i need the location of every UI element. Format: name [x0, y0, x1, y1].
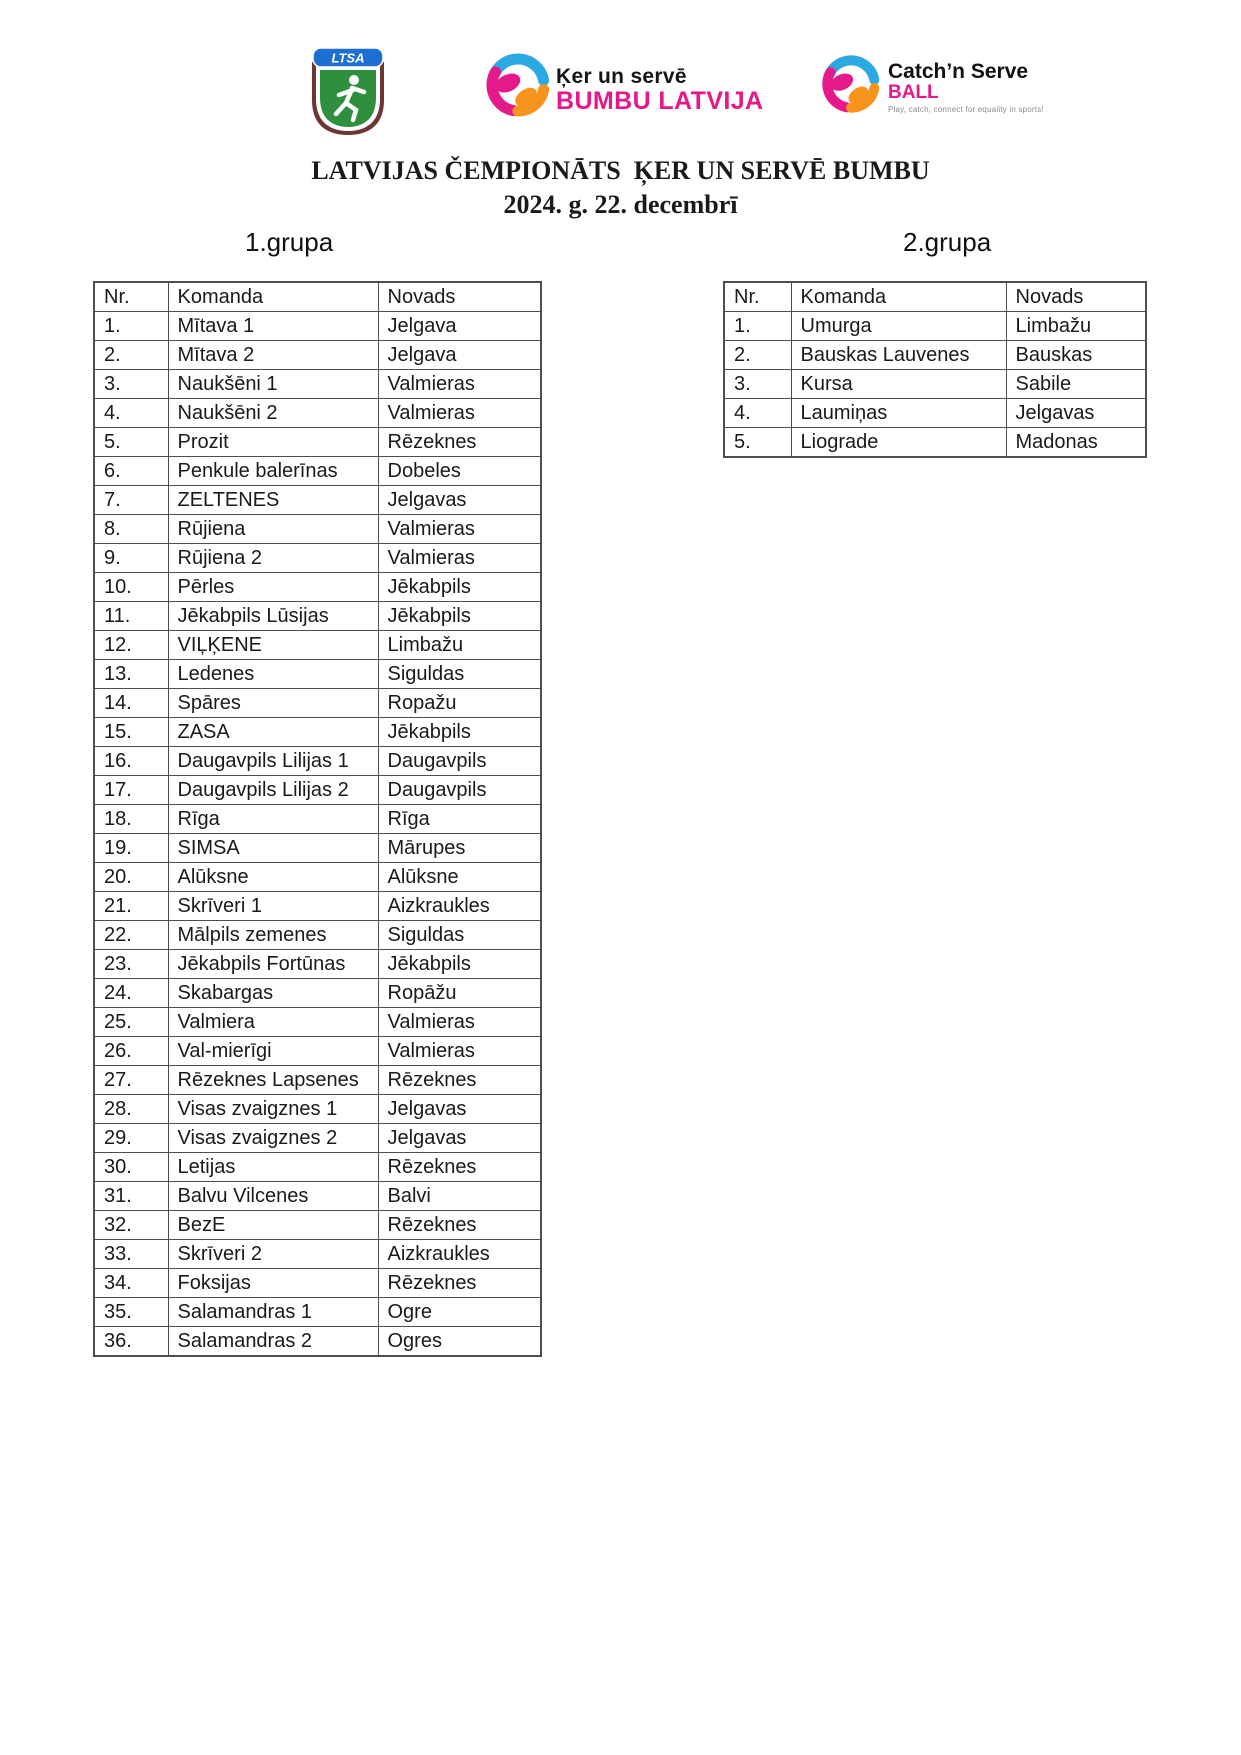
cell-komanda: Alūksne	[168, 863, 378, 892]
table-row	[724, 370, 1146, 399]
table-row	[94, 399, 541, 428]
cell-nr: 11.	[94, 602, 168, 631]
cell-komanda: Valmiera	[168, 1008, 378, 1037]
cell-nr: 26.	[94, 1037, 168, 1066]
cell-komanda: Balvu Vilcenes	[168, 1182, 378, 1211]
cell-novads: Valmieras	[378, 1037, 541, 1066]
cell-novads: Jelgava	[378, 341, 541, 370]
table-row	[94, 1153, 541, 1182]
cell-nr: 36.	[94, 1327, 168, 1357]
cell-novads: Jelgavas	[378, 1095, 541, 1124]
group1-heading: 1.grupa	[245, 227, 334, 257]
table-row	[94, 1211, 541, 1240]
cell-komanda: Val-mierīgi	[168, 1037, 378, 1066]
table-row	[94, 1240, 541, 1269]
cell-novads: Jelgavas	[378, 486, 541, 515]
cell-komanda: Daugavpils Lilijas 1	[168, 747, 378, 776]
cell-novads: Valmieras	[378, 370, 541, 399]
cell-nr: 25.	[94, 1008, 168, 1037]
table-row	[94, 863, 541, 892]
cell-novads: Daugavpils	[378, 776, 541, 805]
cell-komanda: Umurga	[791, 312, 1006, 341]
cell-komanda: Naukšēni 1	[168, 370, 378, 399]
cell-nr: 12.	[94, 631, 168, 660]
cell-nr: 32.	[94, 1211, 168, 1240]
cell-novads: Balvi	[378, 1182, 541, 1211]
cell-novads: Jēkabpils	[378, 573, 541, 602]
cell-novads: Jelgava	[378, 312, 541, 341]
hands-circle-icon	[484, 48, 552, 122]
table-row	[94, 428, 541, 457]
table-row	[724, 312, 1146, 341]
table-row	[94, 312, 541, 341]
column-header-komanda: Komanda	[168, 282, 378, 312]
cell-komanda: Rīga	[168, 805, 378, 834]
table-row	[94, 979, 541, 1008]
cell-komanda: Prozit	[168, 428, 378, 457]
table-row	[94, 1008, 541, 1037]
table-row	[724, 399, 1146, 428]
cell-komanda: Jēkabpils Lūsijas	[168, 602, 378, 631]
cell-komanda: Jēkabpils Fortūnas	[168, 950, 378, 979]
cell-komanda: SIMSA	[168, 834, 378, 863]
cell-komanda: Ledenes	[168, 660, 378, 689]
cell-novads: Jēkabpils	[378, 602, 541, 631]
column-header-nr: Nr.	[724, 282, 791, 312]
cell-nr: 15.	[94, 718, 168, 747]
table-row	[724, 428, 1146, 458]
cell-novads: Rīga	[378, 805, 541, 834]
cell-komanda: Letijas	[168, 1153, 378, 1182]
ltsa-banner-text: LTSA	[331, 50, 365, 66]
cell-nr: 28.	[94, 1095, 168, 1124]
cell-komanda: Bauskas Lauvenes	[791, 341, 1006, 370]
cell-novads: Aizkraukles	[378, 1240, 541, 1269]
logo-line-ker-un-serve: Ķer un servē	[556, 65, 687, 88]
cell-nr: 33.	[94, 1240, 168, 1269]
table-header-row	[94, 282, 541, 312]
table-row	[94, 718, 541, 747]
table-row	[94, 921, 541, 950]
cell-komanda: Pērles	[168, 573, 378, 602]
column-header-komanda: Komanda	[791, 282, 1006, 312]
table-row	[94, 689, 541, 718]
cell-novads: Ogres	[378, 1327, 541, 1357]
cell-nr: 10.	[94, 573, 168, 602]
table-row	[94, 776, 541, 805]
table-row	[94, 805, 541, 834]
cell-nr: 24.	[94, 979, 168, 1008]
cell-nr: 8.	[94, 515, 168, 544]
cell-komanda: Mālpils zemenes	[168, 921, 378, 950]
cell-nr: 30.	[94, 1153, 168, 1182]
table-row	[94, 1327, 541, 1357]
table-row	[94, 370, 541, 399]
cell-komanda: Skabargas	[168, 979, 378, 1008]
cell-nr: 29.	[94, 1124, 168, 1153]
cell-novads: Valmieras	[378, 544, 541, 573]
cell-nr: 6.	[94, 457, 168, 486]
cell-komanda: Laumiņas	[791, 399, 1006, 428]
ker-un-serve-logo-text	[556, 66, 764, 114]
group2-heading: 2.grupa	[903, 227, 992, 257]
cell-nr: 5.	[724, 428, 791, 458]
cell-komanda: Visas zvaigznes 1	[168, 1095, 378, 1124]
cell-novads: Valmieras	[378, 399, 541, 428]
table-row	[94, 1037, 541, 1066]
cell-komanda: Kursa	[791, 370, 1006, 399]
cell-komanda: Mītava 2	[168, 341, 378, 370]
cell-komanda: ZASA	[168, 718, 378, 747]
logo-line-bumbu-latvija: BUMBU LATVIJA	[556, 87, 764, 116]
cell-nr: 21.	[94, 892, 168, 921]
table-row	[94, 660, 541, 689]
table-row	[94, 1182, 541, 1211]
cell-komanda: Visas zvaigznes 2	[168, 1124, 378, 1153]
cell-nr: 4.	[724, 399, 791, 428]
page-date: 2024. g. 22. decembrī	[503, 190, 738, 219]
column-header-novads: Novads	[378, 282, 541, 312]
table-row	[94, 747, 541, 776]
cell-novads: Rēzeknes	[378, 1066, 541, 1095]
catchn-serve-logo-text	[888, 61, 1044, 114]
cell-nr: 34.	[94, 1269, 168, 1298]
table-row	[94, 1066, 541, 1095]
cell-nr: 19.	[94, 834, 168, 863]
cell-novads: Jēkabpils	[378, 718, 541, 747]
cell-novads: Rēzeknes	[378, 428, 541, 457]
cell-nr: 16.	[94, 747, 168, 776]
cell-nr: 3.	[724, 370, 791, 399]
logo-tagline: Play, catch, connect for equality in sports!	[888, 104, 1044, 114]
cell-komanda: Skrīveri 2	[168, 1240, 378, 1269]
cell-nr: 13.	[94, 660, 168, 689]
table-row	[94, 486, 541, 515]
group1-table	[93, 281, 542, 1357]
cell-komanda: Naukšēni 2	[168, 399, 378, 428]
cell-komanda: Rūjiena 2	[168, 544, 378, 573]
cell-novads: Valmieras	[378, 515, 541, 544]
ltsa-crest-icon	[306, 46, 390, 138]
cell-nr: 18.	[94, 805, 168, 834]
cell-nr: 22.	[94, 921, 168, 950]
cell-nr: 14.	[94, 689, 168, 718]
cell-novads: Limbažu	[378, 631, 541, 660]
cell-komanda: Daugavpils Lilijas 2	[168, 776, 378, 805]
cell-novads: Jēkabpils	[378, 950, 541, 979]
cell-nr: 31.	[94, 1182, 168, 1211]
cell-novads: Dobeles	[378, 457, 541, 486]
cell-nr: 1.	[94, 312, 168, 341]
cell-komanda: Salamandras 2	[168, 1327, 378, 1357]
cell-nr: 4.	[94, 399, 168, 428]
cell-novads: Jelgavas	[378, 1124, 541, 1153]
cell-novads: Bauskas	[1006, 341, 1146, 370]
page-title: LATVIJAS ČEMPIONĀTS ĶER UN SERVĒ BUMBU	[311, 156, 930, 185]
cell-komanda: ZELTENES	[168, 486, 378, 515]
table-header-row	[724, 282, 1146, 312]
logo-line-ball: BALL	[888, 82, 939, 104]
cell-nr: 3.	[94, 370, 168, 399]
table-row	[94, 950, 541, 979]
cell-komanda: Skrīveri 1	[168, 892, 378, 921]
cell-komanda: Rēzeknes Lapsenes	[168, 1066, 378, 1095]
cell-nr: 7.	[94, 486, 168, 515]
table-row	[94, 457, 541, 486]
cell-komanda: Foksijas	[168, 1269, 378, 1298]
table-row	[724, 341, 1146, 370]
cell-komanda: Penkule balerīnas	[168, 457, 378, 486]
cell-nr: 17.	[94, 776, 168, 805]
table-row	[94, 515, 541, 544]
table-row	[94, 834, 541, 863]
table-row	[94, 602, 541, 631]
column-header-novads: Novads	[1006, 282, 1146, 312]
table-row	[94, 892, 541, 921]
table-row	[94, 1298, 541, 1327]
cell-novads: Siguldas	[378, 921, 541, 950]
column-header-nr: Nr.	[94, 282, 168, 312]
table-row	[94, 1095, 541, 1124]
table-row	[94, 631, 541, 660]
cell-novads: Limbažu	[1006, 312, 1146, 341]
cell-novads: Mārupes	[378, 834, 541, 863]
cell-novads: Ropāžu	[378, 979, 541, 1008]
cell-novads: Madonas	[1006, 428, 1146, 458]
cell-nr: 5.	[94, 428, 168, 457]
table-row	[94, 573, 541, 602]
cell-novads: Daugavpils	[378, 747, 541, 776]
cell-komanda: Salamandras 1	[168, 1298, 378, 1327]
cell-novads: Rēzeknes	[378, 1211, 541, 1240]
cell-nr: 2.	[724, 341, 791, 370]
table-row	[94, 1124, 541, 1153]
cell-novads: Alūksne	[378, 863, 541, 892]
cell-novads: Jelgavas	[1006, 399, 1146, 428]
cell-nr: 2.	[94, 341, 168, 370]
cell-komanda: Spāres	[168, 689, 378, 718]
cell-novads: Valmieras	[378, 1008, 541, 1037]
cell-komanda: Mītava 1	[168, 312, 378, 341]
cell-nr: 27.	[94, 1066, 168, 1095]
group2-table	[723, 281, 1147, 458]
cell-novads: Rēzeknes	[378, 1269, 541, 1298]
cell-novads: Ropažu	[378, 689, 541, 718]
table-row	[94, 341, 541, 370]
logo-line-catchn-serve: Catch’n Serve	[888, 60, 1029, 83]
table-row	[94, 544, 541, 573]
cell-nr: 20.	[94, 863, 168, 892]
cell-novads: Sabile	[1006, 370, 1146, 399]
cell-komanda: VIĻĶENE	[168, 631, 378, 660]
cell-nr: 35.	[94, 1298, 168, 1327]
cell-novads: Rēzeknes	[378, 1153, 541, 1182]
cell-komanda: Liograde	[791, 428, 1006, 458]
cell-nr: 9.	[94, 544, 168, 573]
cell-novads: Aizkraukles	[378, 892, 541, 921]
cell-novads: Ogre	[378, 1298, 541, 1327]
table-row	[94, 1269, 541, 1298]
cell-nr: 1.	[724, 312, 791, 341]
cell-komanda: BezE	[168, 1211, 378, 1240]
cell-komanda: Rūjiena	[168, 515, 378, 544]
cell-novads: Siguldas	[378, 660, 541, 689]
hands-circle-icon	[820, 50, 882, 118]
cell-nr: 23.	[94, 950, 168, 979]
